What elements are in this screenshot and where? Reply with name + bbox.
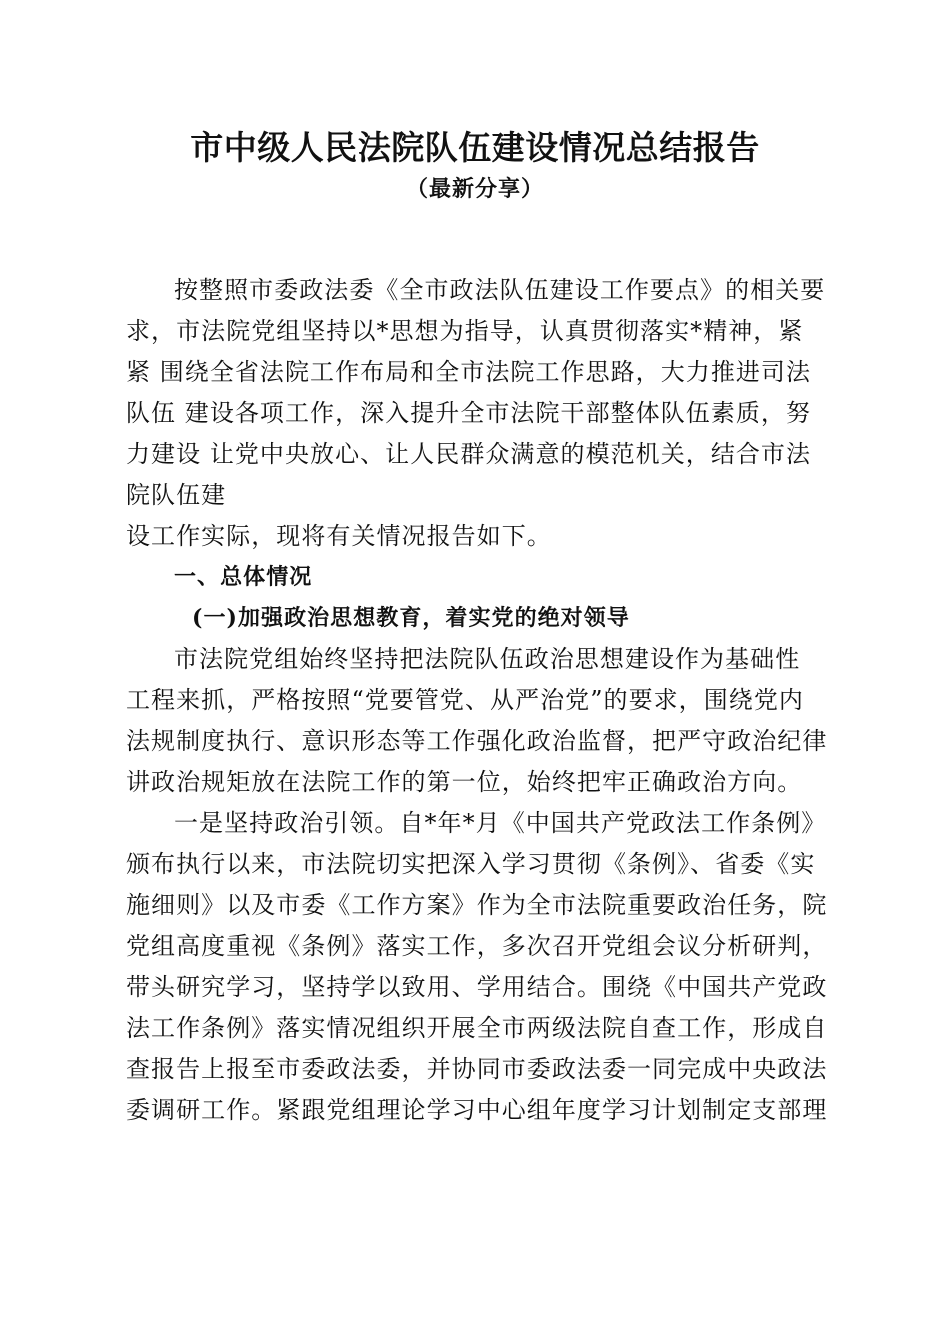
- paragraph-line: 查报告上报至市委政法委，并协同市委政法委一同完成中央政法: [126, 1055, 828, 1083]
- intro-line: 力建设 让党中央放心、让人民群众满意的模范机关，结合市法: [126, 440, 812, 468]
- paragraph-line: 法工作条例》落实情况组织开展全市两级法院自查工作，形成自: [126, 1014, 828, 1042]
- paragraph-line: 法规制度执行、意识形态等工作强化政治监督，把严守政治纪律: [126, 727, 828, 755]
- document-title: 市中级人民法院队伍建设情况总结报告: [190, 128, 760, 167]
- section-heading: 一、总体情况: [174, 565, 313, 590]
- paragraph-line: 讲政治规矩放在法院工作的第一位，始终把牢正确政治方向。: [126, 768, 803, 796]
- paragraph-line: 带头研究学习，坚持学以致用、学用结合。围绕《中国共产党政: [126, 973, 828, 1001]
- document-body: [126, 270, 830, 1131]
- document-subtitle: （最新分享）: [405, 176, 544, 202]
- intro-line: 紧 围绕全省法院工作布局和全市法院工作思路，大力推进司法: [126, 358, 812, 386]
- paragraph-line: 委调研工作。紧跟党组理论学习中心组年度学习计划制定支部理: [126, 1096, 828, 1124]
- paragraph-line: 颁布执行以来，市法院切实把深入学习贯彻《条例》、省委《实: [126, 850, 816, 878]
- paragraph-line: 施细则》以及市委《工作方案》作为全市法院重要政治任务，院: [126, 891, 828, 919]
- intro-line: 队伍 建设各项工作，深入提升全市法院干部整体队伍素质，努: [126, 399, 812, 427]
- paragraph-line: 市法院党组始终坚持把法院队伍政治思想建设作为基础性: [174, 645, 801, 673]
- paragraph-line: 工程来抓，严格按照“党要管党、从严治党”的要求，围绕党内: [126, 686, 804, 714]
- paragraph-line: 党组高度重视《条例》落实工作，多次召开党组会议分析研判，: [126, 932, 828, 960]
- intro-line: 求，市法院党组坚持以*思想为指导，认真贯彻落实*精神，紧: [126, 317, 804, 345]
- intro-line: 设工作实际，现将有关情况报告如下。: [126, 522, 552, 550]
- subsection-heading: (一)加强政治思想教育，着实党的绝对领导: [192, 605, 630, 631]
- intro-line: 按整照市委政法委《全市政法队伍建设工作要点》的相关要: [174, 276, 826, 304]
- paragraph-line: 一是坚持政治引领。自*年*月《中国共产党政法工作条例》: [174, 809, 827, 837]
- intro-line: 院队伍建: [126, 481, 227, 509]
